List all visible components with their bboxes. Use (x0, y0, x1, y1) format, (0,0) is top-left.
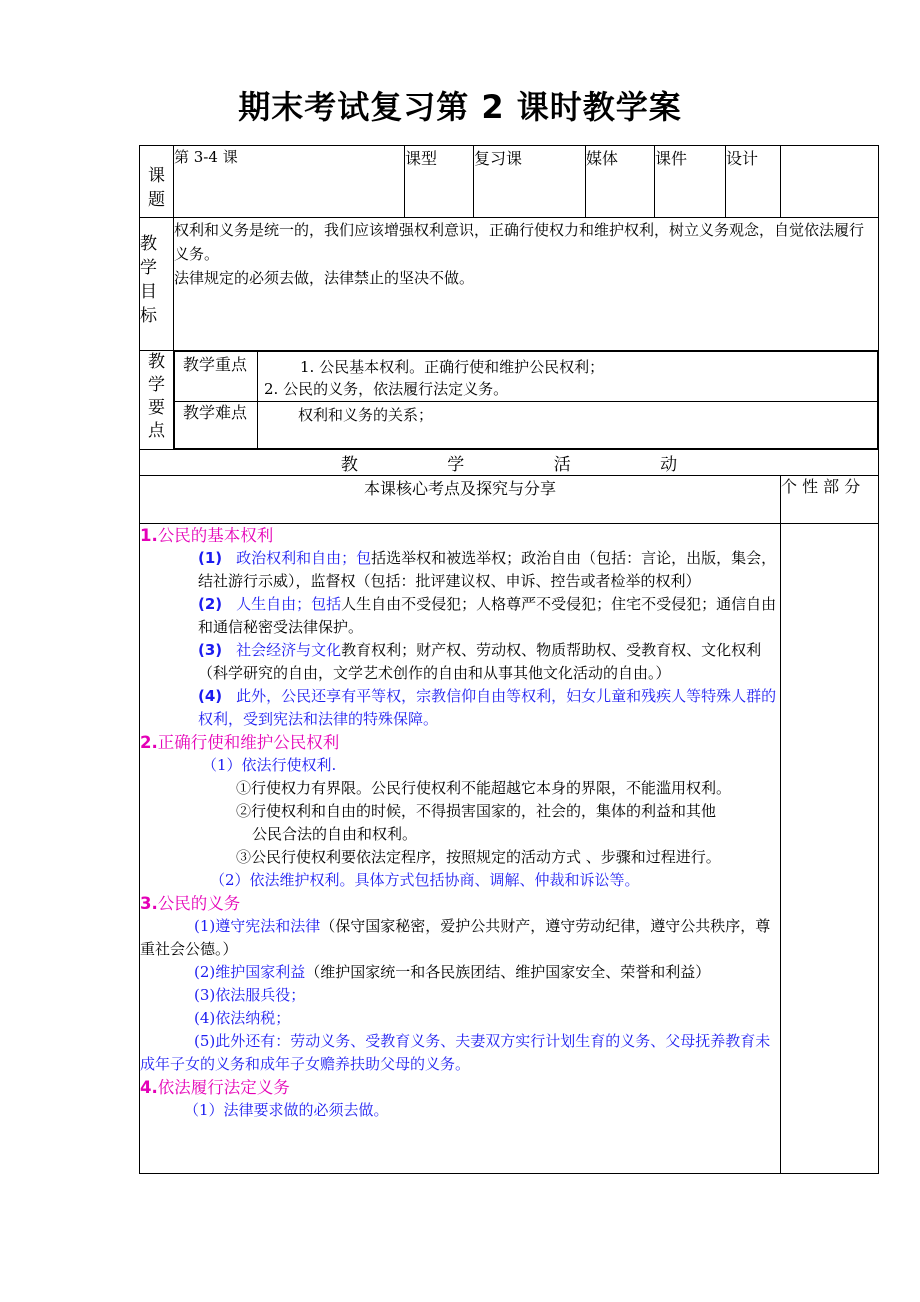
s2-sub1-item-3: ③公民行使权利要依法定程序，按照规定的活动方式 、步骤和过程进行。 (236, 848, 721, 866)
section-4-title: 4.依法履行法定义务 (140, 1078, 290, 1097)
section-3-title: 3.公民的义务 (140, 894, 241, 913)
lesson-plan-table (139, 145, 879, 1174)
goal-line-1: 权利和义务是统一的，我们应该增强权利意识，正确行使权力和维护权利，树立义务观念，自觉依法履行义务。 (174, 221, 865, 263)
key-points-label: 教学要点 (140, 351, 174, 450)
content-row (140, 524, 879, 1174)
s1-item-2: (2) 人生自由；包括人生自由不受侵犯；人格尊严不受侵犯；住宅不受侵犯；通信自由和通信秘密受法律保护。 (198, 595, 777, 636)
key-points-inner (174, 351, 878, 449)
s2-sub1: （1）依法行使权利. (202, 756, 337, 774)
topic-value: 第 3-4 课 (174, 146, 405, 218)
design-label: 设计 (726, 146, 781, 218)
s3-item-3: (3)依法服兵役； (194, 986, 306, 1004)
activity-char-4: 动 (660, 455, 678, 475)
goals-label: 教学目标 (140, 218, 174, 351)
s1-item-3: (3) 社会经济与文化教育权利；财产权、劳动权、物质帮助权、受教育权、文化权利（科学研究的自由，文学艺术创作的自由和从事其他文化活动的自由。） (198, 641, 762, 682)
personal-column (781, 524, 879, 1174)
s2-sub2: （2）依法维护权利。具体方式包括协商、调解、仲裁和诉讼等。 (210, 871, 640, 889)
s3-item-2: (2)维护国家利益（维护国家统一和各民族团结、维护国家安全、荣誉和利益） (194, 963, 711, 981)
section-2-title: 2.正确行使和维护公民权利 (140, 733, 340, 752)
difficulty-content: 权利和义务的关系； (258, 402, 878, 449)
activity-header-row (140, 450, 879, 476)
focus-item-2: 2. 公民的义务，依法履行法定义务。 (264, 380, 509, 398)
key-points-row (140, 351, 879, 450)
goals-row (140, 218, 879, 351)
personal-label: 个 性 部 分 (781, 476, 879, 524)
focus-content (258, 352, 878, 402)
s3-item-1: (1)遵守宪法和法律（保守国家秘密，爱护公共财产，遵守劳动纪律，遵守公共秩序，尊重社会公德。） (140, 917, 771, 958)
activity-char-3: 活 (553, 455, 571, 475)
activity-header (140, 450, 879, 476)
topic-label: 课题 (140, 146, 174, 218)
difficulty-label: 教学难点 (175, 402, 258, 449)
focus-item-1: 1. 公民基本权利。正确行使和维护公民权利； (300, 358, 605, 376)
goal-line-2: 法律规定的必须去做，法律禁止的坚决不做。 (174, 269, 475, 287)
s2-sub1-item-1: ①行使权力有界限。公民行使权利不能超越它本身的界限，不能滥用权利。 (236, 779, 732, 797)
activity-char-2: 学 (447, 455, 465, 475)
s1-item-1: (1) 政治权利和自由；包括选举权和被选举权；政治自由（包括：言论，出版，集会，结社游行示威），监督权（包括：批评建议权、申诉、控告或者检举的权利） (198, 549, 777, 590)
core-title-row (140, 476, 879, 524)
page-title: 期末考试复习第 2 课时教学案 (238, 88, 682, 126)
section-1-title: 1.公民的基本权利 (140, 526, 274, 545)
design-value (781, 146, 879, 218)
core-title: 本课核心考点及探究与分享 (140, 476, 781, 524)
s4-sub1: （1）法律要求做的必须去做。 (184, 1101, 389, 1119)
activity-char-1: 教 (340, 455, 358, 475)
header-row (140, 146, 879, 218)
s2-sub1-item-2: ②行使权利和自由的时候，不得损害国家的，社会的，集体的利益和其他 (236, 802, 717, 820)
media-value: 课件 (655, 146, 726, 218)
s1-item-4: (4) 此外，公民还享有平等权，宗教信仰自由等权利，妇女儿童和残疾人等特殊人群的权利，受到宪法和法律的特殊保障。 (198, 687, 777, 728)
type-value: 复习课 (474, 146, 586, 218)
goals-content (174, 218, 879, 351)
s2-sub1-item-2b: 公民合法的自由和权利。 (252, 825, 418, 843)
type-label: 课型 (405, 146, 474, 218)
s3-item-4: (4)依法纳税； (194, 1009, 291, 1027)
media-label: 媒体 (586, 146, 655, 218)
content-cell (140, 524, 781, 1174)
s3-item-5: (5)此外还有：劳动义务、受教育义务、夫妻双方实行计划生育的义务、父母抚养教育未成年子女的义务和成年子女赡养扶助父母的义务。 (140, 1032, 771, 1073)
focus-label: 教学重点 (175, 352, 258, 402)
